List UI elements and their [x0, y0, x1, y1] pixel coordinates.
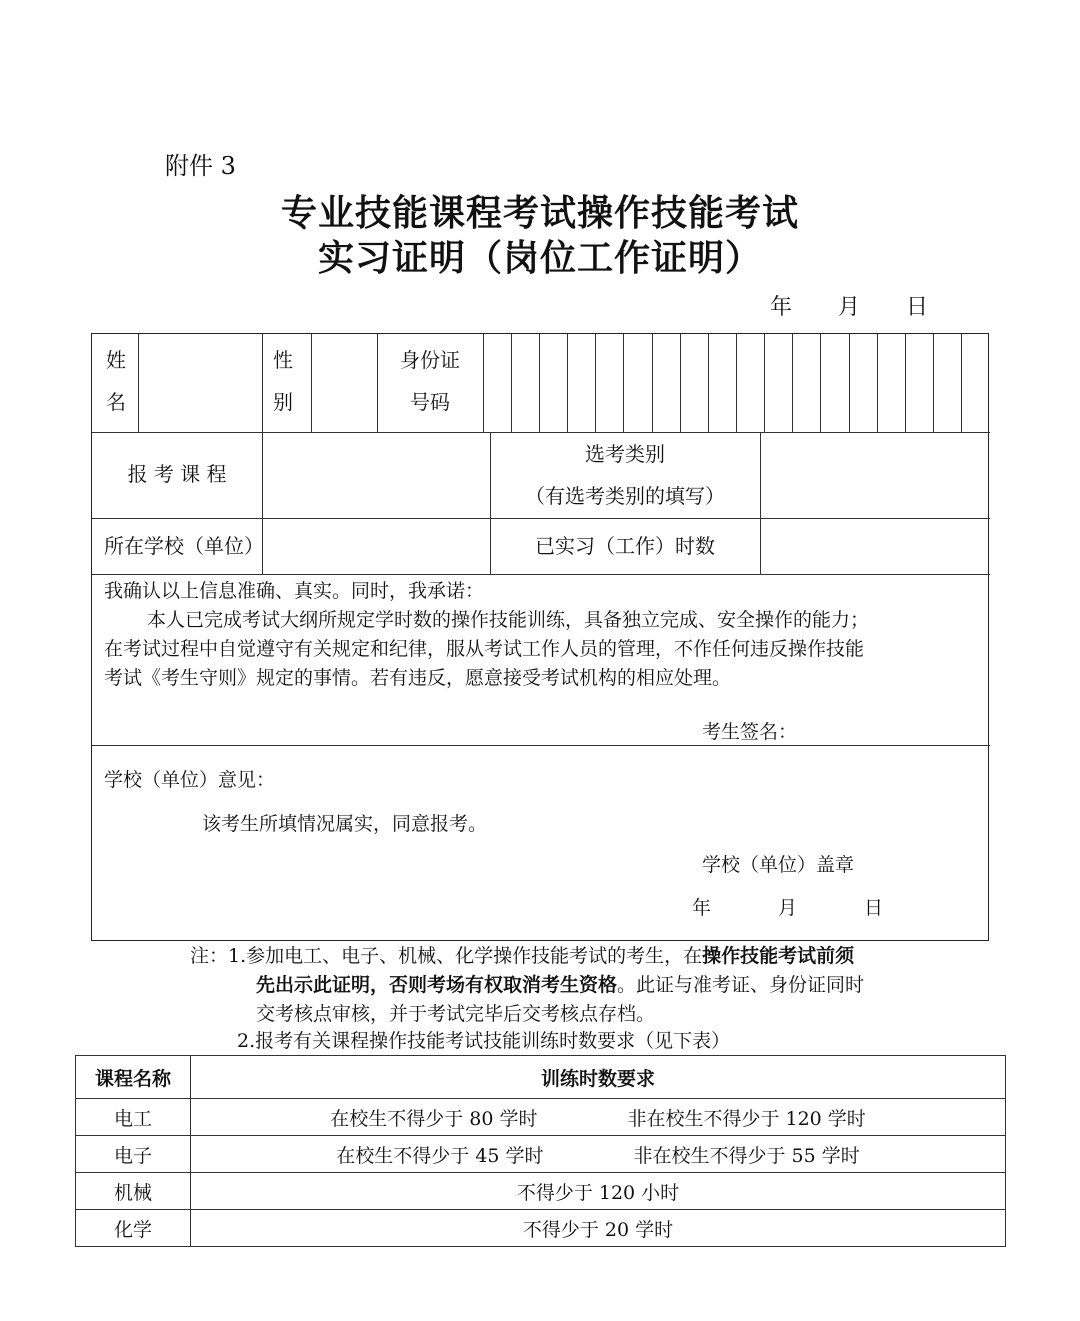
seal-label: 学校（单位）盖章	[702, 854, 855, 876]
opinion-label: 学校（单位）意见：	[104, 769, 276, 791]
document-title-line1: 专业技能课程考试操作技能考试	[280, 193, 799, 234]
date-year: 年	[770, 295, 793, 320]
course-cell: 电工	[76, 1099, 191, 1136]
table-row	[76, 1099, 1006, 1136]
name-label-char1: 姓	[106, 348, 126, 372]
id-number-boxes[interactable]	[484, 334, 989, 432]
school-label: 所在学校（单位）	[104, 534, 264, 558]
attachment-label: 附件 3	[165, 152, 236, 180]
id-label-line2: 号码	[410, 390, 450, 414]
note1-line3: 交考核点审核，并于考试完毕后交考核点存档。	[256, 1003, 656, 1025]
seal-month: 月	[778, 897, 798, 919]
category-field[interactable]	[761, 433, 989, 518]
out-school-requirement: 非在校生不得少于 55 学时	[633, 1144, 860, 1167]
note1-line1	[190, 942, 854, 971]
pledge-line2: 在考试过程中自觉遵守有关规定和纪律，服从考试工作人员的管理，不作任何违反操作技能	[104, 638, 865, 660]
category-label: 选考类别	[585, 442, 665, 466]
course-cell: 机械	[76, 1173, 191, 1210]
signature-label: 考生签名：	[702, 721, 798, 743]
table-row	[76, 1136, 1006, 1173]
table-header-row	[76, 1056, 1006, 1099]
gender-label-char2: 别	[273, 390, 293, 414]
note2: 2.报考有关课程操作技能考试技能训练时数要求（见下表）	[237, 1030, 731, 1052]
in-school-requirement: 在校生不得少于 80 学时	[330, 1107, 538, 1130]
pledge-line3: 考试《考生守则》规定的事情。若有违反，愿意接受考试机构的相应处理。	[104, 667, 732, 689]
document-title-line2: 实习证明（岗位工作证明）	[317, 238, 762, 279]
gender-field[interactable]	[312, 334, 376, 432]
name-field[interactable]	[139, 334, 261, 432]
gender-label-char1: 性	[273, 348, 293, 372]
date-day: 日	[906, 295, 929, 320]
school-field[interactable]	[263, 519, 489, 574]
training-hours-table	[75, 1055, 1006, 1247]
note1-line2	[256, 971, 864, 1000]
seal-year: 年	[692, 897, 712, 919]
in-school-requirement: 在校生不得少于 45 学时	[336, 1144, 544, 1167]
certificate-form	[91, 333, 989, 941]
requirement-cell	[191, 1136, 1006, 1173]
note1-prefix: 注：1.参加电工、电子、机械、化学操作技能考试的考生，在	[190, 945, 703, 967]
course-cell: 电子	[76, 1136, 191, 1173]
name-label-char2: 名	[106, 390, 126, 414]
seal-day: 日	[864, 897, 884, 919]
date-month: 月	[838, 295, 861, 320]
course-cell: 化学	[76, 1210, 191, 1247]
header-course-name: 课程名称	[76, 1056, 191, 1099]
date-header	[770, 290, 974, 321]
course-label: 报 考 课 程	[127, 462, 227, 486]
id-label-line1: 身份证	[400, 348, 460, 372]
hours-field[interactable]	[761, 519, 989, 574]
requirement-cell: 不得少于 120 小时	[191, 1173, 1006, 1210]
category-note: （有选考类别的填写）	[525, 484, 725, 508]
hours-label: 已实习（工作）时数	[535, 534, 715, 558]
seal-date	[692, 894, 883, 923]
note1-bold2: 先出示此证明，否则考场有权取消考生资格	[256, 974, 618, 996]
header-requirement: 训练时数要求	[191, 1056, 1006, 1099]
requirement-cell: 不得少于 20 学时	[191, 1210, 1006, 1247]
note1-bold1: 操作技能考试前须	[702, 945, 855, 967]
course-field[interactable]	[263, 433, 489, 518]
requirement-cell	[191, 1099, 1006, 1136]
table-row	[76, 1210, 1006, 1247]
out-school-requirement: 非在校生不得少于 120 学时	[627, 1107, 866, 1130]
note1-after-bold: 。此证与准考证、身份证同时	[617, 974, 865, 996]
pledge-intro: 我确认以上信息准确、真实。同时，我承诺：	[104, 580, 485, 602]
opinion-text: 该考生所填情况属实，同意报考。	[202, 813, 488, 835]
pledge-line1: 本人已完成考试大纲所规定学时数的操作技能训练，具备独立完成、安全操作的能力；	[147, 609, 870, 631]
table-row	[76, 1173, 1006, 1210]
